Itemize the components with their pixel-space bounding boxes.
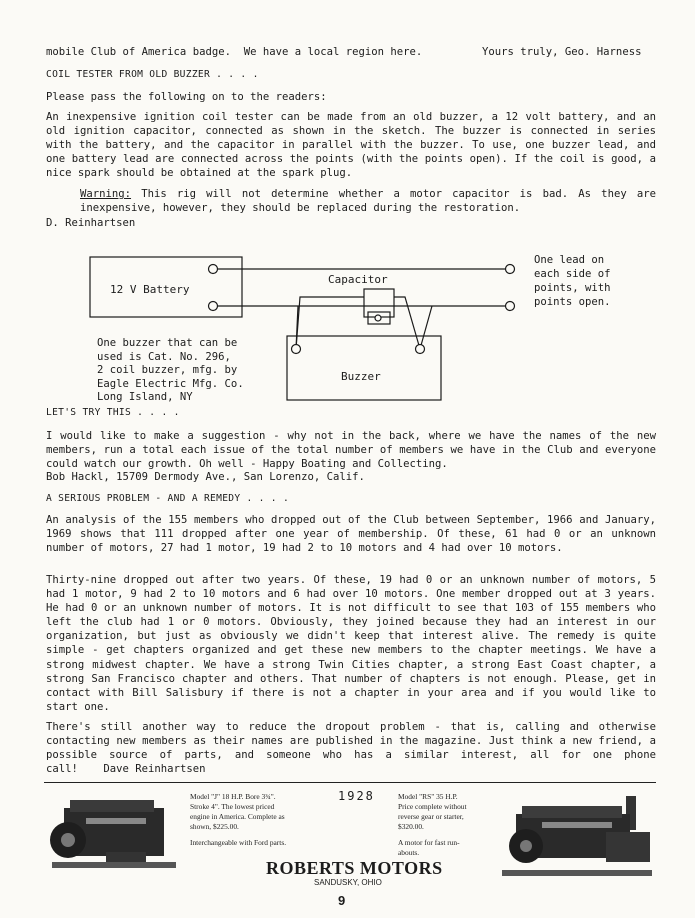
coil-tester-body: An inexpensive ignition coil tester can be made from an old buzzer, a 12 volt battery, and an old ignition capacitor, connected as shown in the sketch. The buzzer is connected in series with the battery, and the capacitor in parallel with the buzzer. To use, one buzzer lead, and one battery lead are connected across the points (with the points open). If the coil is good, a nice spark should be obtained at the spark plug.	[46, 111, 656, 180]
lead-note	[534, 253, 611, 309]
buzzer-terminal-left	[292, 345, 301, 354]
ad-right-line: reverse gear or starter,	[398, 812, 464, 821]
serious-problem-heading: A SERIOUS PROBLEM - AND A REMEDY . . . .	[46, 493, 290, 504]
ad-left-line: engine in America. Complete as	[190, 812, 285, 821]
battery-label: 12 V Battery	[110, 283, 190, 296]
ad-rule	[44, 782, 656, 783]
capacitor-screw	[375, 315, 381, 321]
ad-year: 1928	[338, 789, 375, 803]
ad-left-line: Stroke 4". The lowest priced	[190, 802, 275, 811]
serious-problem-author: Dave Reinhartsen	[103, 763, 206, 776]
buzzer-note-line: Long Island, NY	[97, 391, 193, 403]
lead-note-line: points, with	[534, 282, 611, 294]
ad-location: SANDUSKY, OHIO	[314, 878, 382, 887]
buzzer-note-line: One buzzer that can be	[97, 337, 238, 349]
ad-left-line: Model "J" 18 H.P. Bore 3¾".	[190, 792, 276, 801]
buzzer-note-line: used is Cat. No. 296,	[97, 350, 231, 363]
lets-try-body: I would like to make a suggestion - why not in the back, where we have the names of the new members, run a total each issue of the total number of members we have in the Club and everyone could watch our growth. Oh well - Happy Boating and Collecting.	[46, 430, 656, 471]
buzzer-label: Buzzer	[341, 370, 381, 383]
ad-right-line: Price complete without	[398, 802, 467, 811]
serious-problem-para1: An analysis of the 155 members who dropped out of the Club between September, 1966 and January, 1969 shows that 111 dropped after one year of membership. Of these, 61 had 0 or an unknown number of motors, 27 had 1 motor, 19 had 2 to 10 motors and 4 had over 10 motors.	[46, 514, 656, 555]
coil-tester-intro: Please pass the following on to the readers:	[46, 91, 327, 103]
ad-right-text	[398, 792, 498, 858]
lets-try-author: Bob Hackl, 15709 Dermody Ave., San Lorenzo, Calif.	[46, 471, 365, 483]
lead-note-line: each side of	[534, 268, 611, 280]
lead-note-line: One lead on	[534, 254, 605, 266]
capacitor-label: Capacitor	[328, 273, 388, 286]
buzzer-note-line: 2 coil buzzer, mfg. by	[97, 364, 238, 376]
point-terminal-bottom	[506, 302, 515, 311]
ad-left-text	[190, 792, 320, 848]
lets-try-heading: LET'S TRY THIS . . . .	[46, 407, 180, 418]
battery-terminal-top	[209, 265, 218, 274]
serious-problem-para3	[46, 720, 656, 776]
ad-brand: ROBERTS MOTORS	[266, 858, 443, 878]
warning-text: This rig will not determine whether a motor capacitor is bad. As they are inexpensive, however, they should be replaced during the restoration.	[80, 188, 656, 215]
page-number: 9	[338, 893, 346, 908]
coil-tester-author: D. Reinhartsen	[46, 217, 136, 229]
buzzer-note	[97, 337, 244, 405]
serious-problem-para2: Thirty-nine dropped out after two years. Of these, 19 had 0 or an unknown number of motors, 5 had 1 motor, 9 had 2 to 10 motors and 6 had over 10 motors. One member dropped out at 3 years. He had 0 or an unknown number of motors. It is not difficult to see that 103 of 155 members who left the club had 1 or 0 motors. Obviously, they joined because they had an interest in our organization, but just as obviously we didn't keep that interest alive. The remedy is quite simple - get chapters organized and get these new members to the chapter meetings. We have a strong midwest chapter. We have a strong Twin Cities chapter, a strong East Coast chapter, a strong San Francisco chapter and others. That number of chapters is not enough. Please, get in contact with Bill Salisbury if there is not a chapter in your area and if you would like to start one.	[46, 574, 656, 713]
lead-note-line: points open.	[534, 296, 611, 308]
point-terminal-top	[506, 265, 515, 274]
ad-left-line: shown, $225.00.	[190, 822, 239, 831]
serious-problem-para3-text: There's still another way to reduce the dropout problem - that is, calling and otherwise contacting new members as their names are published in the magazine. Just think a new friend, a possible source of parts, and someone who has a similar interest, all for one phone call!	[46, 721, 656, 776]
coil-tester-heading: COIL TESTER FROM OLD BUZZER . . . .	[46, 69, 259, 80]
buzzer-note-line: Eagle Electric Mfg. Co.	[97, 377, 244, 390]
ad-right-line: A motor for fast run-	[398, 838, 460, 847]
buzzer-terminal-right	[416, 345, 425, 354]
ad-right-line: Model "RS" 35 H.P.	[398, 792, 458, 801]
letter-closing-line: mobile Club of America badge. We have a local region here.	[46, 46, 423, 58]
letter-signature: Yours truly, Geo. Harness	[482, 46, 642, 58]
battery-terminal-bottom	[209, 302, 218, 311]
engine-j-image	[46, 790, 181, 880]
engine-rs-image	[496, 792, 658, 888]
ad-right-line: abouts.	[398, 848, 420, 857]
ad-right-line: $320.00.	[398, 822, 424, 831]
warning-label: Warning:	[80, 188, 132, 200]
ad-left-line: Interchangeable with Ford parts.	[190, 838, 287, 847]
